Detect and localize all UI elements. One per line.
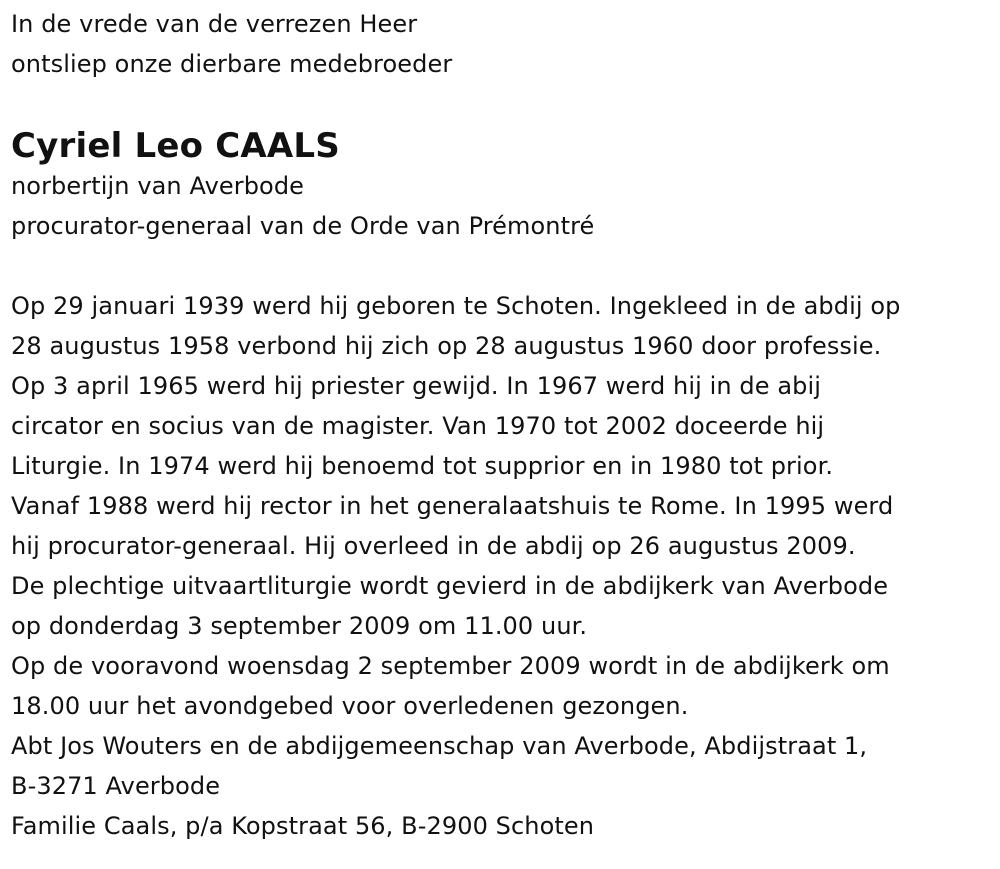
body-line: Vanaf 1988 werd hij rector in het generalaatshuis te Rome. In 1995 werd (11, 492, 894, 520)
body-line: op donderdag 3 september 2009 om 11.00 uur. (11, 612, 588, 640)
body-line: circator en socius van de magister. Van 1970 tot 2002 doceerde hij (11, 412, 825, 440)
body-line: Op 29 januari 1939 werd hij geboren te Schoten. Ingekleed in de abdij op (11, 292, 901, 320)
intro-line: In de vrede van de verrezen Heer (11, 10, 418, 38)
body-line: Op de vooravond woensdag 2 september 2009 wordt in de abdijkerk om (11, 652, 890, 680)
role-line: procurator-generaal van de Orde van Prémontré (11, 212, 595, 240)
body-line: hij procurator-generaal. Hij overleed in de abdij op 26 augustus 2009. (11, 532, 856, 560)
biography (11, 286, 993, 846)
death-notice (11, 4, 993, 846)
body-line: Abt Jos Wouters en de abdijgemeenschap van Averbode, Abdijstraat 1, (11, 732, 868, 760)
body-line: De plechtige uitvaartliturgie wordt gevierd in de abdijkerk van Averbode (11, 572, 889, 600)
body-line: B-3271 Averbode (11, 772, 221, 800)
body-line: Liturgie. In 1974 werd hij benoemd tot supprior en in 1980 tot prior. (11, 452, 834, 480)
deceased-name: Cyriel Leo CAALS (11, 126, 340, 166)
body-line: 28 augustus 1958 verbond hij zich op 28 augustus 1960 door professie. (11, 332, 882, 360)
role-line: norbertijn van Averbode (11, 172, 305, 200)
body-line: Op 3 april 1965 werd hij priester gewijd. In 1967 werd hij in de abij (11, 372, 821, 400)
intro-text (11, 4, 993, 84)
body-line: 18.00 uur het avondgebed voor overledenen gezongen. (11, 692, 689, 720)
roles (11, 166, 993, 246)
body-line: Familie Caals, p/a Kopstraat 56, B-2900 Schoten (11, 812, 595, 840)
intro-line: ontsliep onze dierbare medebroeder (11, 50, 453, 78)
